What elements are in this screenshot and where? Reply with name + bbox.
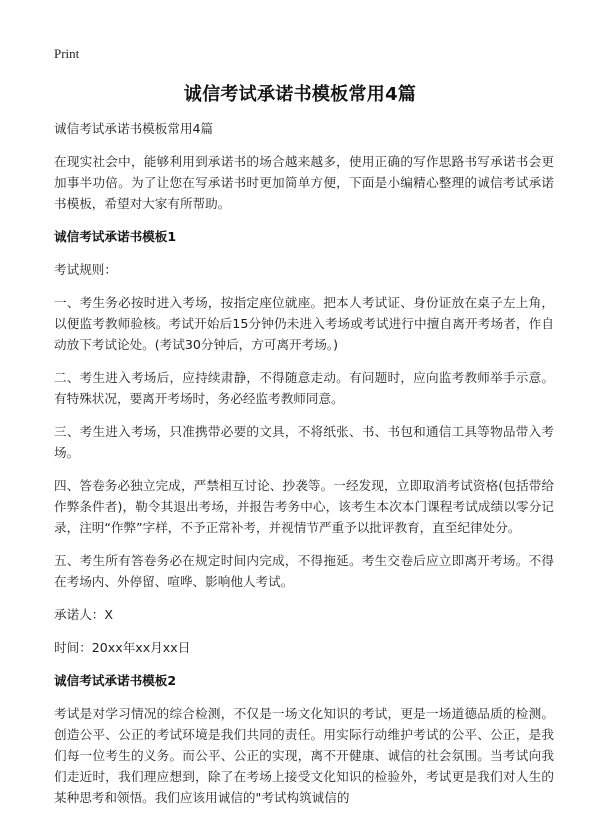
intro-paragraph: 在现实社会中，能够利用到承诺书的场合越来越多，使用正确的写作思路书写承诺书会更加事半功倍。为了让您在写承诺书时更加简单方便，下面是小编精心整理的诚信考试承诺书模板，希望对大家有所帮助。 [54, 154, 554, 211]
document-subtitle: 诚信考试承诺书模板常用4篇 [54, 121, 214, 136]
paragraph: 一、考生务必按时进入考场，按指定座位就座。把本人考试证、身份证放在桌子左上角，以便监考教师验核。考试开始后15分钟仍未进入考场或考试进行中擅自离开考场者，作自动放下考试论处。(考试30分钟后，方可离开考场。) [54, 295, 554, 352]
document-body [54, 118, 554, 820]
paragraph: 三、考生进入考场，只准携带必要的文具，不将纸张、书、书包和通信工具等物品带入考场。 [54, 424, 554, 460]
signatory-line: 承诺人：X [54, 607, 114, 622]
section-1 [54, 226, 554, 658]
print-label[interactable]: Print [54, 46, 80, 61]
date-line: 时间：20xx年xx月xx日 [54, 640, 191, 655]
section-heading: 诚信考试承诺书模板1 [54, 229, 177, 244]
document-title: 诚信考试承诺书模板常用4篇 [183, 84, 417, 105]
paragraph: 考试是对学习情况的综合检测，不仅是一场文化知识的考试，更是一场道德品质的检测。创造公平、公正的考试环境是我们共同的责任。用实际行动维护考试的公平、公正，是我们每一位考生的义务。而公平、公正的实现，离不开健康、诚信的社会氛围。当考试向我们走近时，我们理应想到，除了在考场上接受文化知识的检验外，考试更是我们对人生的某种思考和领悟。我们应该用诚信的"考试构筑诚信的 [54, 706, 554, 805]
section-heading: 诚信考试承诺书模板2 [54, 673, 177, 688]
paragraph: 四、答卷务必独立完成，严禁相互讨论、抄袭等。一经发现，立即取消考试资格(包括带给作弊条件者)，勒令其退出考场，并报告考务中心，该考生本次本门课程考试成绩以零分记录，注明“作弊”字样，不予正常补考，并视情节严重予以批评教育，直至纪律处分。 [54, 478, 554, 535]
paragraph: 五、考生所有答卷务必在规定时间内完成，不得拖延。考生交卷后应立即离开考场。不得在考场内、外停留、喧哗、影响他人考试。 [54, 553, 554, 589]
paragraph: 考试规则： [54, 262, 117, 277]
section-2 [54, 670, 554, 808]
paragraph: 二、考生进入考场后，应持续肃静，不得随意走动。有问题时，应向监考教师举手示意。有特殊状况，要离开考场时，务必经监考教师同意。 [54, 370, 554, 406]
